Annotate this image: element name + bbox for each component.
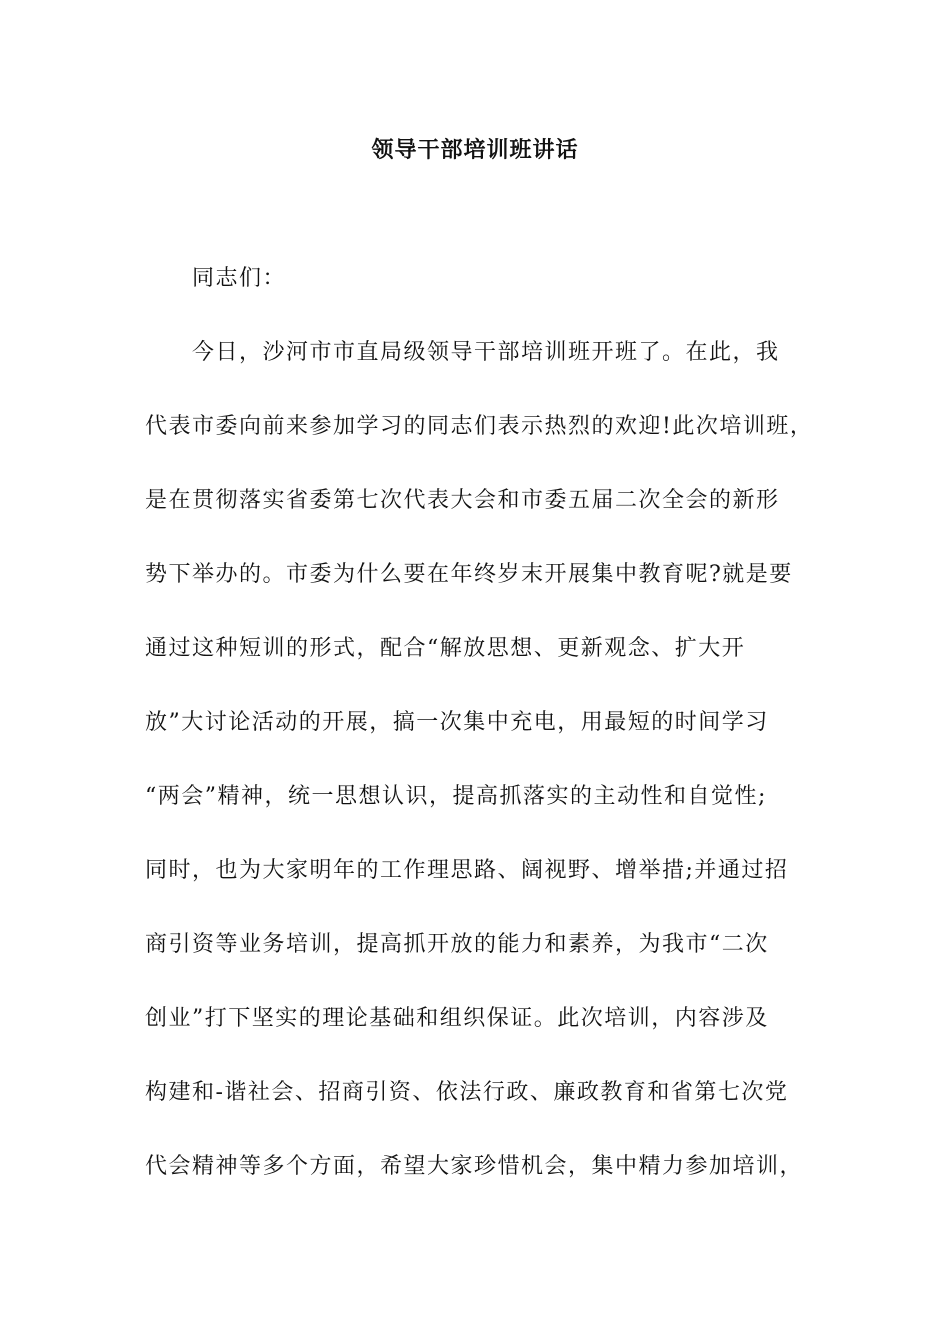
paragraph-line: 放”大讨论活动的开展，搞一次集中充电，用最短的时间学习 xyxy=(145,710,769,735)
paragraph-line: 代表市委向前来参加学习的同志们表示热烈的欢迎!此次培训班， xyxy=(145,414,814,439)
paragraph-line: 创业”打下坚实的理论基础和组织保证。此次培训，内容涉及 xyxy=(145,1006,769,1031)
paragraph-line: 势下举办的。市委为什么要在年终岁末开展集中教育呢?就是要 xyxy=(145,562,793,587)
paragraph-line: 商引资等业务培训，提高抓开放的能力和素养，为我市“二次 xyxy=(145,932,769,957)
salutation: 同志们： xyxy=(192,266,287,291)
paragraph-line: 构建和-谐社会、招商引资、依法行政、廉政教育和省第七次党 xyxy=(145,1080,789,1105)
paragraph-line: 代会精神等多个方面，希望大家珍惜机会，集中精力参加培训， xyxy=(145,1154,804,1179)
document-title: 领导干部培训班讲话 xyxy=(371,138,579,163)
paragraph-line: 今日，沙河市市直局级领导干部培训班开班了。在此，我 xyxy=(192,340,780,365)
paragraph-line: 是在贯彻落实省委第七次代表大会和市委五届二次全会的新形 xyxy=(145,488,780,513)
paragraph-line: 同时，也为大家明年的工作理思路、阔视野、增举措;并通过招 xyxy=(145,858,789,883)
paragraph-line: 通过这种短训的形式，配合“解放思想、更新观念、扩大开 xyxy=(145,636,746,661)
paragraph-line: “两会”精神，统一思想认识，提高抓落实的主动性和自觉性; xyxy=(145,784,767,809)
